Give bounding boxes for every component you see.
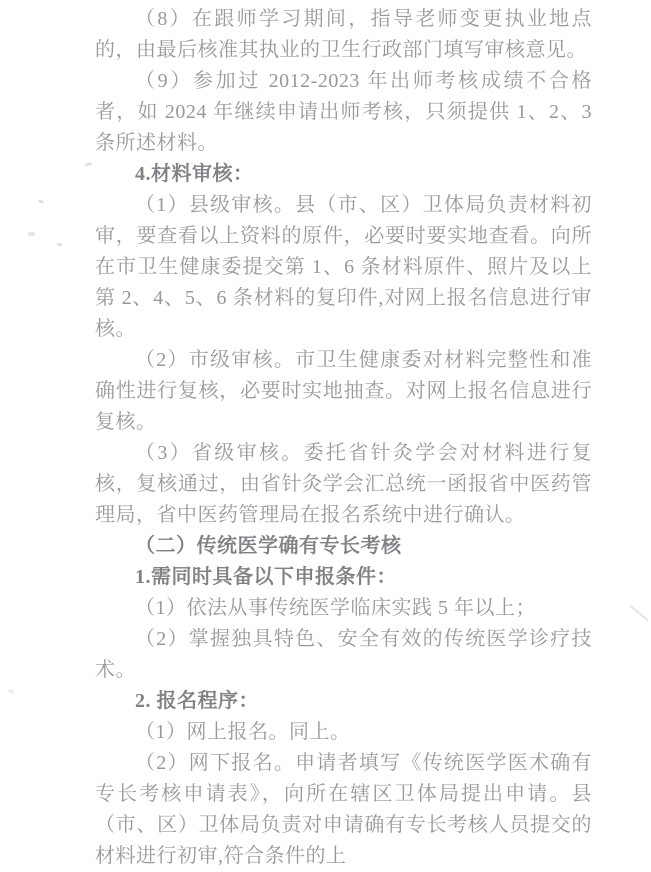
paragraph-county-review: （1）县级审核。县（市、区）卫体局负责材料初审，要查看以上资料的原件，必要时要实地查看。向所在市卫生健康委提交第 1、6 条材料原件、照片及以上第 2、4、5、6 条材料的复印件,对网上报名信息进行审核。 xyxy=(95,194,592,340)
paragraph-online-registration: （1）网上报名。同上。 xyxy=(135,721,351,743)
paragraph-8-supervisor-change: （8）在跟师学习期间，指导老师变更执业地点的，由最后核准其执业的卫生行政部门填写审核意见。 xyxy=(95,8,592,61)
paragraph-province-review: （3）省级审核。委托省针灸学会对材料进行复核，复核通过，由省针灸学会汇总统一函报省中医药管理局，省中医药管理局在报名系统中进行确认。 xyxy=(95,442,592,526)
scan-artifact xyxy=(57,243,62,246)
scan-artifact xyxy=(28,231,36,236)
scan-artifact xyxy=(85,162,93,167)
document-text-block xyxy=(95,4,592,872)
scan-artifact xyxy=(38,199,45,204)
scan-artifact xyxy=(629,605,649,622)
heading-application-conditions: 1.需同时具备以下申报条件： xyxy=(135,566,397,588)
heading-registration-procedure: 2. 报名程序： xyxy=(135,690,259,712)
scan-artifact xyxy=(8,689,15,695)
paragraph-9-failed-exam: （9）参加过 2012-2023 年出师考核成绩不合格者，如 2024 年继续申请出师考核，只须提供 1、2、3 条所述材料。 xyxy=(95,70,592,154)
paragraph-condition-1: （1）依法从事传统医学临床实践 5 年以上； xyxy=(135,597,536,619)
paragraph-offline-registration: （2）网下报名。申请者填写《传统医学医术确有专长考核申请表》，向所在辖区卫体局提出申请。县（市、区）卫体局负责对申请确有专长考核人员提交的材料进行初审,符合条件的上 xyxy=(95,752,592,867)
heading-section-two: （二）传统医学确有专长考核 xyxy=(135,535,402,557)
paragraph-condition-2: （2）掌握独具特色、安全有效的传统医学诊疗技术。 xyxy=(95,628,592,681)
paragraph-city-review: （2）市级审核。市卫生健康委对材料完整性和准确性进行复核，必要时实地抽查。对网上报名信息进行复核。 xyxy=(95,349,592,433)
heading-material-review: 4.材料审核： xyxy=(135,163,254,185)
